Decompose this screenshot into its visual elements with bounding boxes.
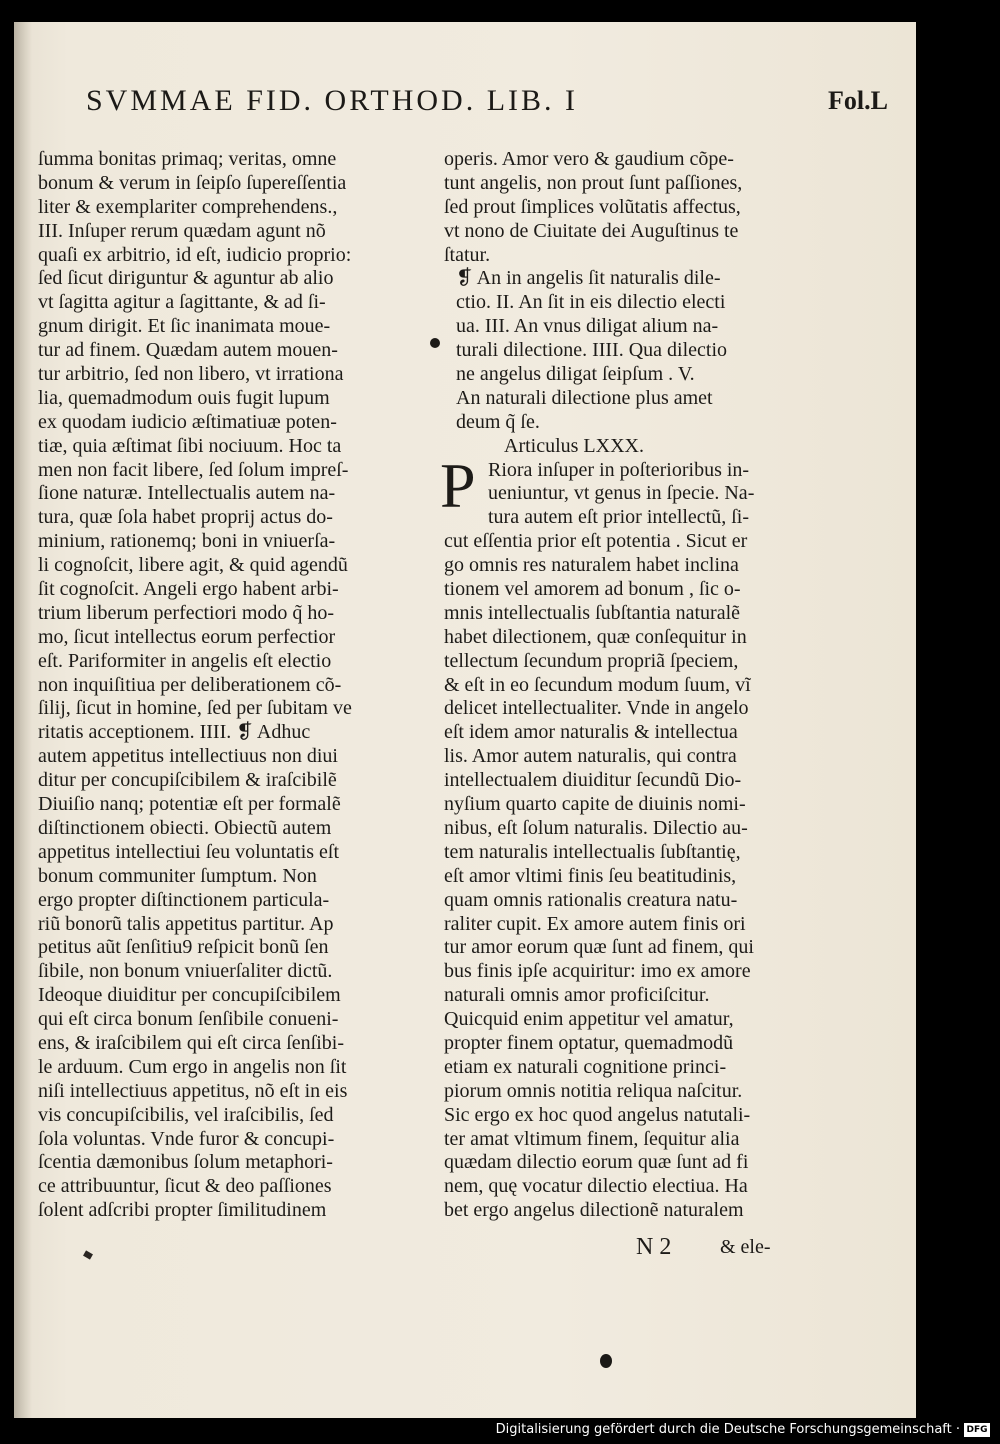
text-line: liter & exemplariter comprehendens., bbox=[38, 195, 338, 218]
text-line: ſed prout ſimplices volũtatis affectus, bbox=[444, 195, 741, 218]
text-line: non inquiſitiua per deliberationem cõ- bbox=[38, 673, 342, 696]
text-line: ſumma bonitas primaq; veritas, omne bbox=[38, 148, 337, 170]
dropcap-lines bbox=[444, 459, 844, 531]
text-line: Diuiſio nanq; potentiæ eſt per formalẽ bbox=[38, 793, 341, 816]
text-line: ſtatur. bbox=[444, 243, 491, 266]
text-line: habet dilectionem, quæ conſequitur in bbox=[444, 625, 747, 648]
signature-mark: N 2 bbox=[636, 1234, 672, 1260]
question-line: ❡ An in angelis ſit naturalis dile- bbox=[456, 267, 721, 290]
question-line: deum q̃ ſe. bbox=[456, 410, 540, 433]
text-line: Sic ergo ex hoc quod angelus natutali- bbox=[444, 1103, 751, 1126]
text-line: bonum & verum in ſeipſo ſupereſſentia bbox=[38, 171, 347, 194]
text-line: ergo propter diſtinctionem particula- bbox=[38, 888, 330, 911]
book-page bbox=[14, 22, 916, 1418]
text-line: quædam dilectio eorum quæ ſunt ad fi bbox=[444, 1151, 749, 1174]
text-line: tiæ, quia æſtimat ſibi nociuum. Hoc ta bbox=[38, 434, 342, 457]
text-line: Quicquid enim appetitur vel amatur, bbox=[444, 1008, 734, 1031]
text-line: etiam ex naturali cognitione princi- bbox=[444, 1055, 727, 1078]
text-line: ens, & iraſcibilem qui eſt circa ſenſibi- bbox=[38, 1031, 345, 1054]
text-line: riũ bonorũ talis appetitus partitur. Ap bbox=[38, 912, 334, 935]
question-line: ctio. II. An ſit in eis dilectio electi bbox=[456, 291, 726, 314]
question-line: ne angelus diligat ſeipſum . V. bbox=[456, 363, 695, 386]
text-line: bet ergo angelus dilectionẽ naturalem bbox=[444, 1199, 744, 1222]
margin-dot-mark bbox=[430, 338, 440, 348]
left-column bbox=[38, 148, 418, 1223]
text-line: trium liberum perfectiori modo q̃ ho- bbox=[38, 601, 335, 624]
text-line: li cognoſcit, libere agit, & quid agendũ bbox=[38, 554, 348, 577]
text-line: ſilij, ſicut in homine, ſed per ſubitam ve bbox=[38, 697, 352, 720]
small-ink-mark bbox=[83, 1250, 93, 1259]
text-line: quam omnis rationalis creatura natu- bbox=[444, 888, 738, 911]
page-header bbox=[86, 84, 898, 124]
right-column bbox=[440, 148, 844, 1223]
text-line: delicet intellectualiter. Vnde in angelo bbox=[444, 697, 749, 720]
text-line: bus finis ipſe acquiritur: imo ex amore bbox=[444, 960, 751, 983]
text-line: niſi intellectiuus appetitus, nõ eſt in eis bbox=[38, 1079, 348, 1102]
text-line: tura autem eſt prior intellectũ, ſi- bbox=[488, 506, 750, 529]
text-line: ueniuntur, vt genus in ſpecie. Na- bbox=[488, 482, 755, 505]
text-line: ſolent adſcribi propter ſimilitudinem bbox=[38, 1199, 327, 1222]
text-line: & eſt in eo ſecundum modum ſuum, vĩ bbox=[444, 673, 751, 696]
article-questions bbox=[444, 267, 844, 434]
right-column-body bbox=[444, 530, 844, 1223]
text-line: Riora inſuper in poſterioribus in- bbox=[488, 458, 750, 481]
text-line: ſola voluntas. Vnde furor & concupi- bbox=[38, 1127, 335, 1150]
text-line: gnum dirigit. Et ſic inanimata moue- bbox=[38, 315, 331, 338]
text-line: ditur per concupiſcibilem & iraſcibilẽ bbox=[38, 769, 337, 792]
text-line: ſcentia dæmonibus ſolum metaphori- bbox=[38, 1151, 333, 1174]
text-line: vis concupiſcibilis, vel iraſcibilis, ſed bbox=[38, 1103, 334, 1126]
text-line: quaſi ex arbitrio, id eſt, iudicio proprio: bbox=[38, 243, 352, 266]
question-line: turali dilectione. IIII. Qua dilectio bbox=[456, 339, 728, 362]
text-line: cut eſſentia prior eſt potentia . Sicut er bbox=[444, 530, 748, 553]
question-line: ua. III. An vnus diligat alium na- bbox=[456, 315, 719, 338]
funding-notice: Digitalisierung gefördert durch die Deutsche Forschungsgemeinschaft · bbox=[495, 1422, 960, 1437]
text-line: tur ad finem. Quædam autem mouen- bbox=[38, 339, 338, 362]
text-line: piorum omnis notitia reliqua naſcitur. bbox=[444, 1079, 743, 1102]
text-line: lia, quemadmodum ouis fugit lupum bbox=[38, 386, 330, 409]
ink-blot-mark bbox=[600, 1354, 612, 1368]
running-title: SVMMAE FID. ORTHOD. LIB. I bbox=[86, 84, 579, 117]
article-heading: Articulus LXXX. bbox=[504, 434, 644, 457]
text-line: nyſium quarto capite de diuinis nomi- bbox=[444, 793, 746, 816]
text-line: eſt amor vltimi finis ſeu beatitudinis, bbox=[444, 864, 737, 887]
text-line: III. Inſuper rerum quædam agunt nõ bbox=[38, 219, 326, 242]
drop-capital: P bbox=[440, 449, 476, 521]
text-line: mo, ſicut intellectus eorum perfectior bbox=[38, 625, 336, 648]
text-line: go omnis res naturalem habet inclina bbox=[444, 554, 739, 577]
text-line: ſibile, non bonum vniuerſaliter dictũ. bbox=[38, 960, 333, 983]
text-line: men non facit libere, ſed ſolum impreſ- bbox=[38, 458, 349, 481]
catchword: & ele- bbox=[720, 1236, 771, 1258]
text-line: nibus, eſt ſolum naturalis. Dilectio au- bbox=[444, 816, 748, 839]
text-line: ce attribuuntur, ſicut & deo paſſiones bbox=[38, 1175, 332, 1198]
text-line: diſtinctionem obiecti. Obiectũ autem bbox=[38, 816, 332, 839]
text-line: eſt. Pariformiter in angelis eſt electio bbox=[38, 649, 332, 672]
text-line: Ideoque diuiditur per concupiſcibilem bbox=[38, 984, 341, 1007]
text-line: tionem vel amorem ad bonum , ſic o- bbox=[444, 578, 741, 601]
text-line: nem, quę vocatur dilectio electiua. Ha bbox=[444, 1175, 748, 1198]
text-line: propter finem optatur, quemadmodũ bbox=[444, 1031, 734, 1054]
text-line: ſit cognoſcit. Angeli ergo habent arbi- bbox=[38, 578, 339, 601]
text-line: ſione naturæ. Intellectualis autem na- bbox=[38, 482, 336, 505]
text-line: tura, quæ ſola habet proprij actus do- bbox=[38, 506, 333, 529]
text-line: intellectualem diuiditur ſecundũ Dio- bbox=[444, 769, 742, 792]
text-line: tur amor eorum quæ ſunt ad finem, qui bbox=[444, 936, 754, 959]
text-line: vt nono de Ciuitate dei Auguſtinus te bbox=[444, 219, 739, 242]
text-line: bonum communiter ſumptum. Non bbox=[38, 864, 317, 887]
text-line: raliter cupit. Ex amore autem finis ori bbox=[444, 912, 746, 935]
folio-number: Fol.L bbox=[828, 86, 888, 115]
text-line: appetitus intellectiui ſeu voluntatis eſt bbox=[38, 840, 340, 863]
text-line: vt ſagitta agitur a ſagittante, & ad ſi- bbox=[38, 291, 326, 314]
text-line: mnis intellectualis ſubſtantia naturalẽ bbox=[444, 601, 741, 624]
text-line: naturali omnis amor proficiſcitur. bbox=[444, 984, 710, 1007]
text-line: eſt idem amor naturalis & intellectua bbox=[444, 721, 738, 744]
page-gutter-shadow bbox=[14, 22, 32, 1418]
text-line: le arduum. Cum ergo in angelis non ſit bbox=[38, 1055, 347, 1078]
text-line: autem appetitus intellectiuus non diui bbox=[38, 745, 338, 768]
question-line: An naturali dilectione plus amet bbox=[456, 386, 713, 409]
dfg-logo: DFG bbox=[964, 1423, 990, 1437]
article-opening bbox=[440, 449, 844, 531]
text-line: petitus aũt ſenſitiu9 reſpicit bonũ ſen bbox=[38, 936, 329, 959]
text-line: lis. Amor autem naturalis, qui contra bbox=[444, 745, 737, 768]
text-line: tunt angelis, non prout ſunt paſſiones, bbox=[444, 171, 743, 194]
text-line: minium, rationemq; boni in vniuerſa- bbox=[38, 530, 336, 553]
text-line: qui eſt circa bonum ſenſibile conueni- bbox=[38, 1008, 339, 1031]
text-line: tellectum ſecundum propriã ſpeciem, bbox=[444, 649, 739, 672]
right-column-opening bbox=[444, 148, 844, 267]
text-line: ſed ſicut diriguntur & aguntur ab alio bbox=[38, 267, 334, 290]
text-line: ex quodam iudicio æſtimatiuæ poten- bbox=[38, 410, 337, 433]
text-line: operis. Amor vero & gaudium cõpe- bbox=[444, 148, 734, 170]
text-line: ter amat vltimum finem, ſequitur alia bbox=[444, 1127, 740, 1150]
text-line: tem naturalis intellectualis ſubſtantię, bbox=[444, 840, 741, 863]
text-line: tur arbitrio, ſed non libero, vt irrationa bbox=[38, 363, 344, 386]
text-line: ritatis acceptionem. IIII. ❡ Adhuc bbox=[38, 721, 311, 744]
